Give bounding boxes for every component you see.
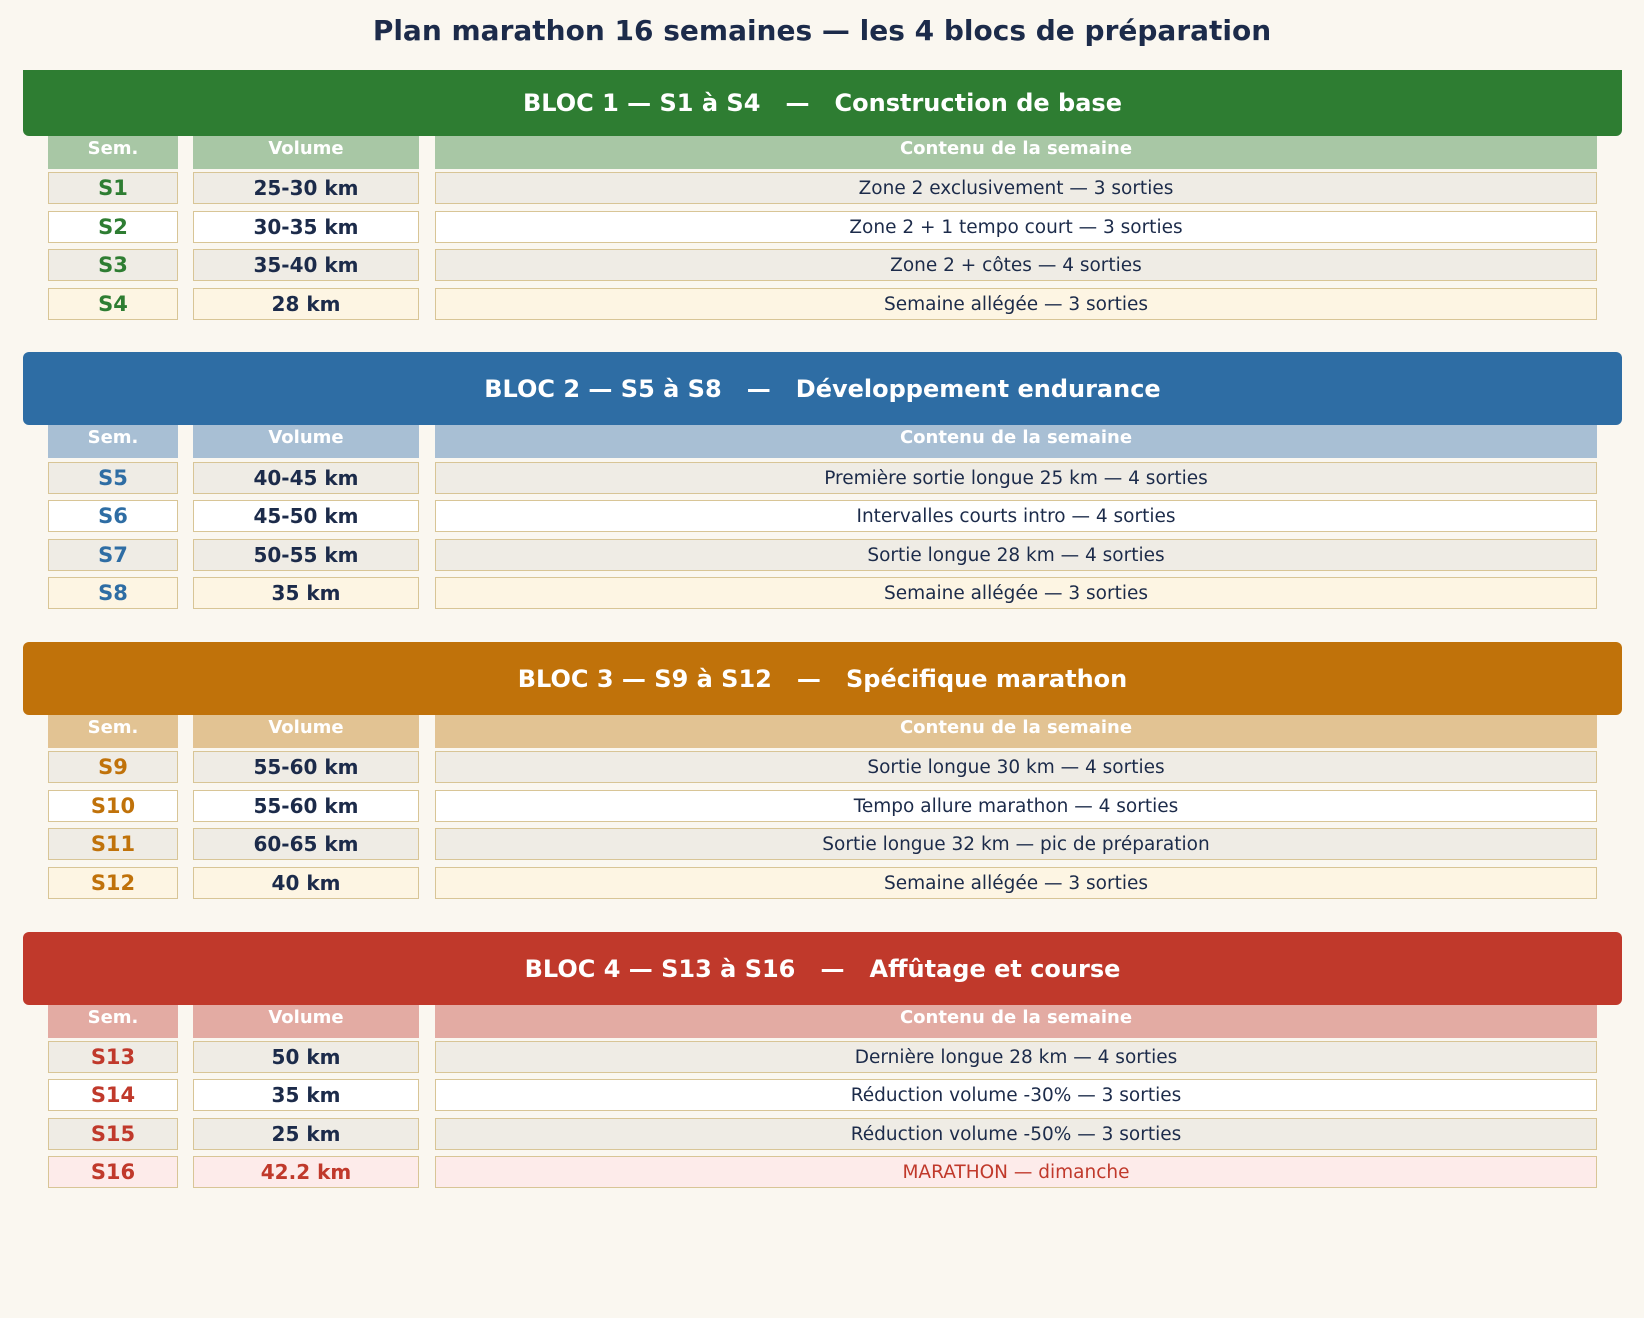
column-header-volume: Volume: [193, 1005, 419, 1038]
volume-cell: 35-40 km: [193, 249, 419, 281]
content-cell: Semaine allégée — 3 sorties: [435, 577, 1597, 609]
week-cell: S1: [48, 172, 178, 204]
week-cell: S11: [48, 828, 178, 860]
content-cell: MARATHON — dimanche: [435, 1156, 1597, 1188]
bloc-banner: BLOC 1 — S1 à S4 — Construction de base: [23, 70, 1622, 136]
content-cell: Réduction volume -50% — 3 sorties: [435, 1118, 1597, 1150]
volume-cell: 28 km: [193, 288, 419, 320]
week-cell: S7: [48, 539, 178, 571]
volume-cell: 42.2 km: [193, 1156, 419, 1188]
week-cell: S15: [48, 1118, 178, 1150]
week-cell: S10: [48, 790, 178, 822]
week-cell: S2: [48, 211, 178, 243]
volume-cell: 25-30 km: [193, 172, 419, 204]
volume-cell: 25 km: [193, 1118, 419, 1150]
column-header-week: Sem.: [48, 1005, 178, 1038]
volume-cell: 55-60 km: [193, 790, 419, 822]
column-header-volume: Volume: [193, 425, 419, 458]
page-title: Plan marathon 16 semaines — les 4 blocs de préparation: [372, 14, 1272, 47]
content-cell: Dernière longue 28 km — 4 sorties: [435, 1041, 1597, 1073]
content-cell: Première sortie longue 25 km — 4 sorties: [435, 462, 1597, 494]
column-header-volume: Volume: [193, 715, 419, 748]
volume-cell: 55-60 km: [193, 751, 419, 783]
week-cell: S16: [48, 1156, 178, 1188]
column-header-content: Contenu de la semaine: [435, 1005, 1597, 1038]
column-header-content: Contenu de la semaine: [435, 425, 1597, 458]
volume-cell: 35 km: [193, 1079, 419, 1111]
bloc-banner: BLOC 3 — S9 à S12 — Spécifique marathon: [23, 642, 1622, 715]
week-cell: S6: [48, 500, 178, 532]
content-cell: Zone 2 exclusivement — 3 sorties: [435, 172, 1597, 204]
volume-cell: 35 km: [193, 577, 419, 609]
volume-cell: 30-35 km: [193, 211, 419, 243]
column-header-week: Sem.: [48, 136, 178, 169]
week-cell: S5: [48, 462, 178, 494]
column-header-week: Sem.: [48, 425, 178, 458]
content-cell: Sortie longue 32 km — pic de préparation: [435, 828, 1597, 860]
content-cell: Zone 2 + 1 tempo court — 3 sorties: [435, 211, 1597, 243]
bloc-banner: BLOC 4 — S13 à S16 — Affûtage et course: [23, 932, 1622, 1005]
week-cell: S13: [48, 1041, 178, 1073]
volume-cell: 50 km: [193, 1041, 419, 1073]
volume-cell: 45-50 km: [193, 500, 419, 532]
week-cell: S12: [48, 867, 178, 899]
content-cell: Semaine allégée — 3 sorties: [435, 288, 1597, 320]
volume-cell: 50-55 km: [193, 539, 419, 571]
content-cell: Sortie longue 30 km — 4 sorties: [435, 751, 1597, 783]
content-cell: Sortie longue 28 km — 4 sorties: [435, 539, 1597, 571]
content-cell: Semaine allégée — 3 sorties: [435, 867, 1597, 899]
volume-cell: 40-45 km: [193, 462, 419, 494]
week-cell: S8: [48, 577, 178, 609]
column-header-content: Contenu de la semaine: [435, 715, 1597, 748]
volume-cell: 40 km: [193, 867, 419, 899]
column-header-week: Sem.: [48, 715, 178, 748]
volume-cell: 60-65 km: [193, 828, 419, 860]
week-cell: S9: [48, 751, 178, 783]
content-cell: Intervalles courts intro — 4 sorties: [435, 500, 1597, 532]
content-cell: Zone 2 + côtes — 4 sorties: [435, 249, 1597, 281]
content-cell: Tempo allure marathon — 4 sorties: [435, 790, 1597, 822]
week-cell: S14: [48, 1079, 178, 1111]
content-cell: Réduction volume -30% — 3 sorties: [435, 1079, 1597, 1111]
week-cell: S4: [48, 288, 178, 320]
week-cell: S3: [48, 249, 178, 281]
column-header-volume: Volume: [193, 136, 419, 169]
bloc-banner: BLOC 2 — S5 à S8 — Développement endurance: [23, 352, 1622, 425]
column-header-content: Contenu de la semaine: [435, 136, 1597, 169]
